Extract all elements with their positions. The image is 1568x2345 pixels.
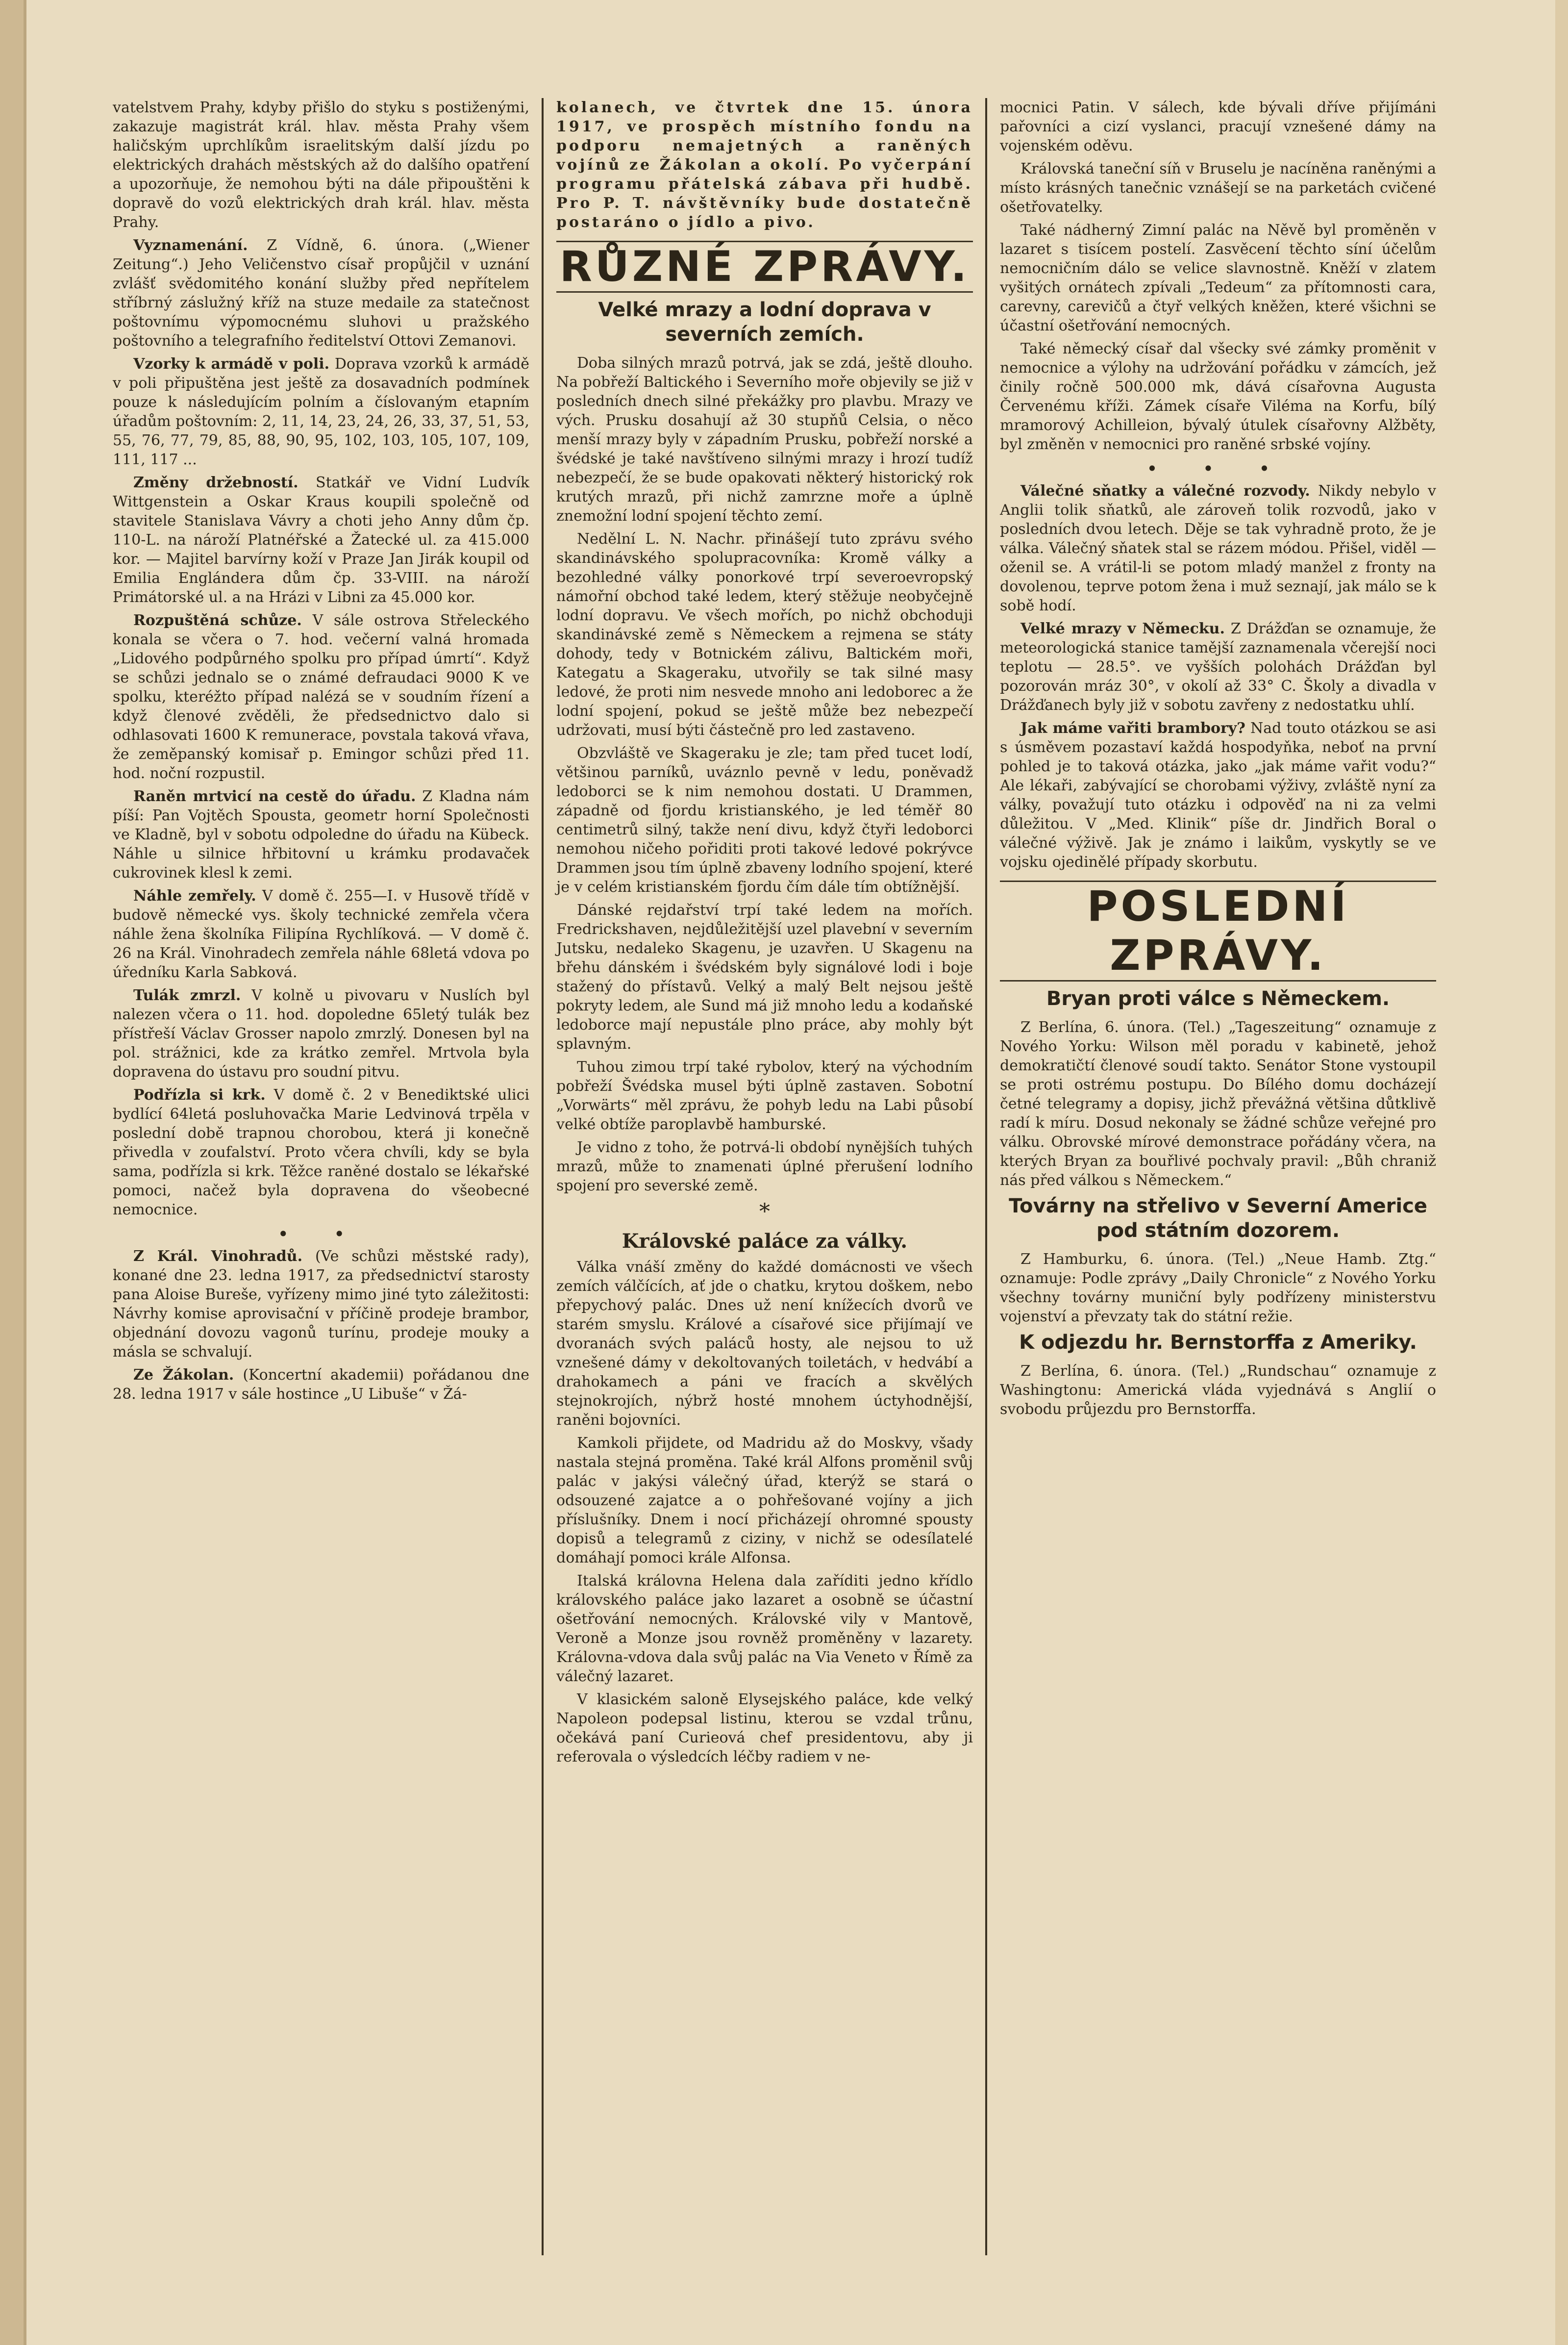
article-text [113, 1365, 529, 1404]
column-rule [985, 98, 987, 2255]
article-heading: Podřízla si krk. [133, 1086, 266, 1104]
article-heading: Náhle zemřely. [133, 887, 256, 905]
section-banner: POSLEDNÍ ZPRÁVY. [1000, 881, 1436, 982]
scan-edge-right [1555, 0, 1568, 2345]
column-rule [542, 98, 544, 2255]
column-1 [113, 98, 529, 2255]
article-body: V sále ostrova Střeleckého konala se včera o 7. hod. večerní valná hromada „Lidového podpůrného spolku pro případ úmrtí“. Když se schůzi jednalo se o známé defraudaci 9000 K ve spolku, kteréžto případ nalézá se v soudním řízení a když členové zvěděli, že předsednictvo dalo si odhlasovati 1600 K remunerace, povstala taková vřava, že zeměpanský komisař p. Emingor schůzi před 11. hod. noční rozpustil. [113, 612, 529, 782]
column-3 [1000, 98, 1436, 2255]
article-text [113, 354, 529, 469]
article-text [113, 1247, 529, 1362]
article-text: Obzvláště ve Skageraku je zle; tam před tucet lodí, většinou parníků, uváznlo pevně v ledu, poněvadž ledoborci se k nim nemohou dostati. U Drammen, západně od fjordu kristianského, je led téměř 80 centimetrů silný, takže není divu, když čtyři ledoborci nemohou ničeho pořiditi proti takové ledové pokrývce Drammen jsou tím úplně zbaveny lodního spojení, které je v celém kristianském fjordu čím dále tím obtížnější. [556, 745, 973, 896]
article-text: Kamkoli přijdete, od Madridu až do Moskvy, všady nastala stejná proměna. Také král Alfons proměnil svůj palác v jakýsi válečný úřad, kterýž se stará o odsouzené zajatce a o pohřešované vojíny a jich příslušníky. Dnem i nocí přicházejí ohromné spousty dopisů a telegramů z ciziny, v nichž se odesílatelé domáhají pomoci krále Alfonsa. [556, 1435, 973, 1566]
article-heading: Rozpuštěná schůze. [133, 612, 302, 629]
article-title: Továrny na střelivo v Severní Americe pod státním dozorem. [1009, 1195, 1427, 1242]
article-text [1000, 481, 1436, 615]
article-title: Velké mrazy a lodní doprava v severních zemích. [598, 299, 931, 346]
scan-edge-left [0, 0, 26, 2345]
article-heading: Z Král. Vinohradů. [133, 1248, 303, 1265]
separator-dots: • • [277, 1223, 365, 1245]
article-text: Královská taneční síň v Bruselu je nacíněna raněnými a místo krásných tanečnic vznášejí se na parketách cvičené ošetřovatelky. [1000, 160, 1436, 216]
article-text [1000, 619, 1436, 715]
article-text [113, 1085, 529, 1219]
article-text [113, 236, 529, 351]
article-heading: Válečné sňatky a válečné rozvody. [1020, 482, 1310, 500]
article-text [113, 787, 529, 883]
article-text: Válka vnáší změny do každé domácnosti ve všech zemích válčících, ať jde o chatku, krytou doškem, nebo přepychový palác. Dnes už není knížecích dvorů ve starém smyslu. Králové a císařové sice přijímají ve dvoranách svých paláců hosty, ale nejsou to už vznešené dámy v dekoltovaných toiletách, v hedvábí a drahokamech a páni ve fracích a skvělých stejnokrojích, nýbrž hosté mnohem úctyhodnější, raněni bojovníci. [556, 1259, 973, 1429]
article-body: Nad touto otázkou se asi s úsměvem pozastaví každá hospodyňka, neboť na první pohled je to taková otázka, jako „jak máme vařit vodu?“ Ale lékaři, zabývající se chorobami výživy, zvláště nyní za války, považují tuto otázku i odpověď na ni za velmi důležitou. V „Med. Klinik“ píše dr. Jindřich Boral o válečné výživě. Jak je známo i laikům, vyskytly se ve vojsku ojedinělé případy skorbutu. [1000, 720, 1436, 871]
article-heading: Raněn mrtvicí na cestě do úřadu. [133, 788, 416, 805]
article-body: (Ve schůzi městské rady), konané dne 23. ledna 1917, za předsednictví starosty pana Aloise Bureše, vyřízeny mimo jiné tyto záležitosti: Návrhy komise aprovisační v příčině prodeje brambor, objednání dovozu vagonů turínu, prodeje mouky a másla se schvalují. [113, 1248, 529, 1361]
article-body: Nikdy nebylo v Anglii tolik sňatků, ale zároveň tolik rozvodů, jako v posledních dvou letech. Děje se tak vyhradně proto, že je válka. Válečný sňatek stal se rázem módou. Přišel, viděl — oženil se. A vrátil-li se potom mladý manžel z fronty na dovolenou, teprve potom žena i muž seznají, jak málo se k sobě hodí. [1000, 482, 1436, 614]
article-title: K odjezdu hr. Bernstorffa z Ameriky. [1019, 1331, 1417, 1354]
article-body: Z Drážďan se oznamuje, že meteorologická stanice tamější zaznamenala včerejší noci teplotu — 28.5°. ve vyšších polohách Drážďan byl pozorován mráz 30°, v okolí až 33° C. Školy a divadla v Drážďanech byly již v sobotu zavřeny z nedostatku uhlí. [1000, 620, 1436, 714]
article-text [113, 611, 529, 783]
newspaper-page [113, 98, 1436, 2255]
article-text: kolanech, ve čtvrtek dne 15. února 1917, ve prospěch místního fondu na podporu nemajetných a raněných vojínů ze Žákolan a okolí. Po vyčerpání programu přátelská zábava při hudbě. Pro P. T. návštěvníky bude dostatečně postaráno o jídlo a pivo. [556, 99, 973, 231]
article-text [113, 986, 529, 1082]
article-text: Nedělní L. N. Nachr. přinášejí tuto zprávu svého skandinávského spolupracovníka: Kromě války a bezohledné války ponorkové trpí severoevropský námořní obchod také ledem, který stěžuje neobyčejně lodní dopravu. Ve všech mořích, po nichž obchoduji skandinávské země s Německem a rejmena se státy dohody, tedy v Botnickém zálivu, Baltickém moři, Kategatu a Skageraku, utvořily se tak silné masy ledové, že proti nim nesvede mnoho ani ledoborec a že lodní spojení, pokud se ještě může bez nebezpečí udržovati, musí býti částečně pro led zastaveno. [556, 530, 973, 739]
article-heading: Vzorky k armádě v poli. [133, 355, 330, 373]
article-body: V kolně u pivovaru v Nuslích byl nalezen včera o 11. hod. dopoledne 65letý tulák bez přístřeší Václav Grosser napolo zmrzlý. Donesen byl na pol. strážnici, kde za krátko zemřel. Mrtvola byla dopravena do ústavu pro soudní pitvu. [113, 987, 529, 1081]
article-text: Je vidno z toho, že potrvá-li období nynějších tuhých mrazů, může to znamenati úplné přerušení lodního spojení pro severské země. [556, 1139, 973, 1194]
article-text: Z Berlína, 6. února. (Tel.) „Rundschau“ oznamuje z Washingtonu: Americká vláda vyjednává s Anglií o svobodu průjezdu pro Bernstorffa. [1000, 1362, 1436, 1418]
article-body: Doprava vzorků k armádě v poli připuštěna jest ještě za dosavadních podmínek pouze k následujícím polním a číslovaným etapním úřadům poštovním: 2, 11, 14, 23, 24, 26, 33, 37, 51, 53, 55, 76, 77, 79, 85, 88, 90, 95, 102, 103, 105, 107, 109, 111, 117 ... [113, 355, 529, 468]
article-body: V domě č. 2 v Benediktské ulici bydlící 64letá posluhovačka Marie Ledvinová trpěla v poslední době trapnou chorobou, která ji konečně přivedla v zoufalství. Proto včera chvíli, kdy se byla sama, podřízla si krk. Těžce raněné dostalo se lékařské pomoci, načež byla dopravena do všeobecné nemocnice. [113, 1086, 530, 1218]
separator-dots: • • • [1146, 458, 1290, 479]
separator-star: * [759, 1199, 770, 1224]
article-text: Dánské rejdařství trpí také ledem na mořích. Fredrickshaven, nejdůležitější uzel plavební v severním Jutsku, nedaleko Skagenu, je uzavřen. U Skagenu na břehu dánském i švédském byly signálové lodi i boje stažený do přístavů. Velký a malý Belt nejsou ještě pokryty ledem, ale Sund má již mnoho ledu a kodaňské ledoborce mají nepustále plno práce, aby mohly být splavným. [556, 902, 973, 1053]
article-heading: Tulák zmrzl. [133, 987, 241, 1004]
article-text: Tuhou zimou trpí také rybolov, který na východním pobřeží Švédska musel býti úplně zastaven. Sobotní „Vorwärts“ měl zprávu, že pohyb ledu na Labi působí velké obtíže paroplavbě hamburské. [556, 1059, 973, 1133]
article-text: Italská královna Helena dala zaříditi jedno křídlo královského paláce jako lazaret a osobně se účastní ošetřování nemocných. Královské vily v Mantově, Veroně a Monze jsou rovněž proměněny v lazarety. Královna-vdova dala svůj palác na Via Veneto v Římě za válečný lazaret. [556, 1572, 973, 1685]
article-text [113, 886, 529, 982]
article-text: Z Berlína, 6. února. (Tel.) „Tageszeitung“ oznamuje z Nového Yorku: Wilson měl poradu v kabinetě, jehož demokratičtí členové soudí takto. Senátor Stone vystoupil se proti ostrému postupu. Do Bílého domu docházejí četné telegramy a dopisy, jichž převážná většina důtklivě radí k míru. Dosud nekonaly se žádné schůze veřejné pro válku. Obrovské mírové demonstrace pořádány včera, na kterých Bryan za bouřlivé pochvaly pravil: „Bůh chraniž nás před válkou s Německem.“ [1000, 1019, 1436, 1189]
article-heading: Vyznamenání. [133, 237, 248, 254]
article-text: Doba silných mrazů potrvá, jak se zdá, ještě dlouho. Na pobřeží Baltického i Severního moře objevily se již v posledních dnech silné překážky pro plavbu. Mrazy ve vých. Prusku dosahují až 30 stupňů Celsia, o něco menší mrazy byly v západním Prusku, pobřeží norské a švédské je také navštíveno silnými mrazy i hrozí tudíž nebezpečí, že se bude opakovati některý historický rok krutých mrazů, při nichž zamrzne moře a úplně znemožní lodní spojení těchto zemí. [556, 354, 973, 525]
article-text: V klasickém saloně Elysejského paláce, kde velký Napoleon podepsal listinu, kterou se vzdal trůnu, očekává paní Curieová chef presidentovu, aby ji referovala o výsledcích léčby radiem v ne- [556, 1691, 973, 1765]
column-2 [556, 98, 973, 2255]
article-text: vatelstvem Prahy, kdyby přišlo do styku s postiženými, zakazuje magistrát král. hlav. města Prahy všem haličským uprchlíkům israelitským další jízdu po elektrických drahách městských až do dalšího opatření a upozorňuje, že nemohou býti na dále připouštěni k dopravě do vozů elektrických drah král. hlav. města Prahy. [113, 99, 529, 231]
article-body: Z Vídně, 6. února. („Wiener Zeitung“.) Jeho Veličenstvo císař propůjčil v uznání zvlášť svědomitého konání služby před nepřítelem stříbrný záslužný kříž na stuze medaile za statečnost poštovnímu výpomocnému sluhovi u pražského poštovního a telegrafního ředitelství Ottovi Zemanovi. [113, 237, 529, 350]
article-text: Z Hamburku, 6. února. (Tel.) „Neue Hamb. Ztg.“ oznamuje: Podle zprávy „Daily Chronicle“ z Nového Yorku všechny továrny muniční byly podřízeny ministerstvu vojenství a převzaty tak do státní režie. [1000, 1251, 1436, 1325]
article-body: V domě č. 255—I. v Husově třídě v budově německé vys. školy technické zemřela včera náhle žena školníka Filipína Rychlíková. — V domě č. 26 na Král. Vinohradech zemřela náhle 68letá vdova po úředníku Karla Sabková. [113, 887, 529, 981]
article-body: (Koncertní akademii) pořádanou dne 28. ledna 1917 v sále hostince „U Libuše“ v Žá- [113, 1366, 529, 1403]
article-body: Z Kladna nám píší: Pan Vojtěch Spousta, geometr horní Společnosti ve Kladně, byl v sobotu odpoledne do úřadu na Kübeck. Náhle u silnice hřbitovní u krámku prodavaček cukrovinek klesl k zemi. [113, 788, 530, 882]
section-banner: RŮZNÉ ZPRÁVY. [556, 241, 973, 293]
article-heading: Velké mrazy v Německu. [1020, 620, 1225, 637]
article-text [1000, 719, 1436, 872]
article-body: Statkář ve Vidní Ludvík Wittgenstein a Oskar Kraus koupili společně od stavitele Stanislava Vávry a choti jeho Anny dům čp. 110-L. na nároží Platnéřské a Žatecké ul. za 415.000 kor. — Majitel barvírny koží v Praze Jan Jirák koupil od Emilia Englándera dům čp. 33-VIII. na nároží Primátorské ul. a na Hrázi v Libni za 45.000 kor. [113, 474, 529, 606]
article-title: Bryan proti válce s Německem. [1046, 987, 1390, 1010]
article-text [113, 473, 529, 607]
article-heading: Změny držebností. [133, 474, 299, 491]
article-text: Také německý císař dal všecky své zámky proměnit v nemocnice a výlohy na udržování pořádku v zámcích, jež činily ročně 500.000 mk, dává císařovna Augusta Červenému kříži. Zámek císaře Viléma na Korfu, bílý mramorový Achilleion, bývalý útulek císařovny Alžběty, byl změněn v nemocnici pro raněné srbské vojíny. [1000, 340, 1436, 453]
article-heading: Jak máme vařiti brambory? [1020, 720, 1245, 737]
article-heading: Ze Žákolan. [133, 1366, 234, 1384]
article-title: Královské paláce za války. [622, 1230, 908, 1253]
article-text: mocnici Patin. V sálech, kde bývali dříve přijímáni pařovníci a cizí vyslanci, pracují vznešené dámy na vojenském oděvu. [1000, 99, 1436, 154]
article-text: Také nádherný Zimní palác na Něvě byl proměněn v lazaret s tisícem postelí. Zasvěcení těchto síní účelům nemocničním dálo se velice slavnostně. Kněží v zlatem vyšitých ornátech zpívali „Tedeum“ za přítomnosti cara, carevny, carevičů a čtyř velkých kněžen, které všichni se účastní ošetřování nemocných. [1000, 222, 1436, 334]
